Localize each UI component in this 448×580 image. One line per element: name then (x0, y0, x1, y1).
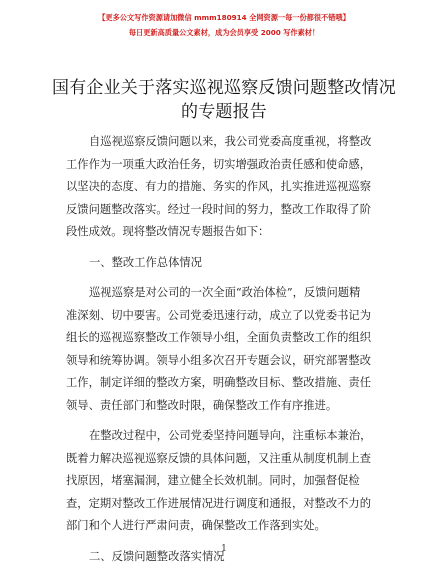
intro-line: 段性成效。现将整改情况专题报告如下： (66, 225, 270, 238)
intro-line: 以坚决的态度、有力的措施、务实的作风，扎实推进巡视巡察 (66, 180, 372, 193)
section-heading-2: 二、反馈问题整改落实情况 (89, 549, 225, 563)
paragraph-line: 领导、责任部门和整改时限，确保整改工作有序推进。 (66, 398, 338, 412)
paragraph-line: 既着力解决巡视巡察反馈的具体问题，又注重从制度机制上查 (66, 451, 372, 465)
paragraph-line: 组长的巡视巡察整改工作领导小组，全面负责整改工作的组织 (66, 331, 372, 344)
paragraph-line: 准深刻、切中要害。公司党委迅速行动，成立了以党委书记为 (66, 308, 372, 322)
intro-line: 工作作为一项重大政治任务，切实增强政治责任感和使命感， (66, 157, 372, 171)
promo-line-1[interactable]: 【更多公文写作资源请加微信 mmm180914 全网资源一每一份都很不错哦】 (98, 13, 350, 22)
document-title (0, 76, 448, 124)
paragraph-line: 找原因，堵塞漏洞，建立健全长效机制。同时，加强督促检 (66, 474, 360, 487)
promo-line-2[interactable]: 每日更新高质量公文素材，成为会员享受 2000 写作素材！ (128, 28, 320, 37)
document-body (66, 131, 386, 568)
paragraph-line: 巡视巡察是对公司的一次全面“政治体检”，反馈问题精 (89, 286, 361, 299)
promo-banner[interactable] (0, 11, 448, 39)
intro-line: 反馈问题整改落实。经过一段时间的努力，整改工作取得了阶 (66, 202, 372, 216)
paragraph-line: 领导和统筹协调。领导小组多次召开专题会议，研究部署整改 (66, 353, 372, 367)
title-line-2: 的专题报告 (181, 102, 267, 122)
paragraph-line: 在整改过程中，公司党委坚持问题导向，注重标本兼治， (89, 429, 372, 442)
section-heading-1: 一、整改工作总体情况 (89, 255, 202, 269)
paragraph-line: 工作，制定详细的整改方案，明确整改目标、整改措施、责任 (66, 376, 372, 389)
page-number: 1 (221, 544, 227, 554)
title-line-1: 国有企业关于落实巡视巡察反馈问题整改情况 (52, 78, 396, 98)
paragraph-line: 查，定期对整改工作进展情况进行调度和通报，对整改不力的 (66, 496, 372, 510)
paragraph-line: 部门和个人进行严肃问责，确保整改工作落到实处。 (66, 519, 326, 532)
intro-line: 自巡视巡察反馈问题以来，我公司党委高度重视，将整改 (89, 135, 372, 148)
